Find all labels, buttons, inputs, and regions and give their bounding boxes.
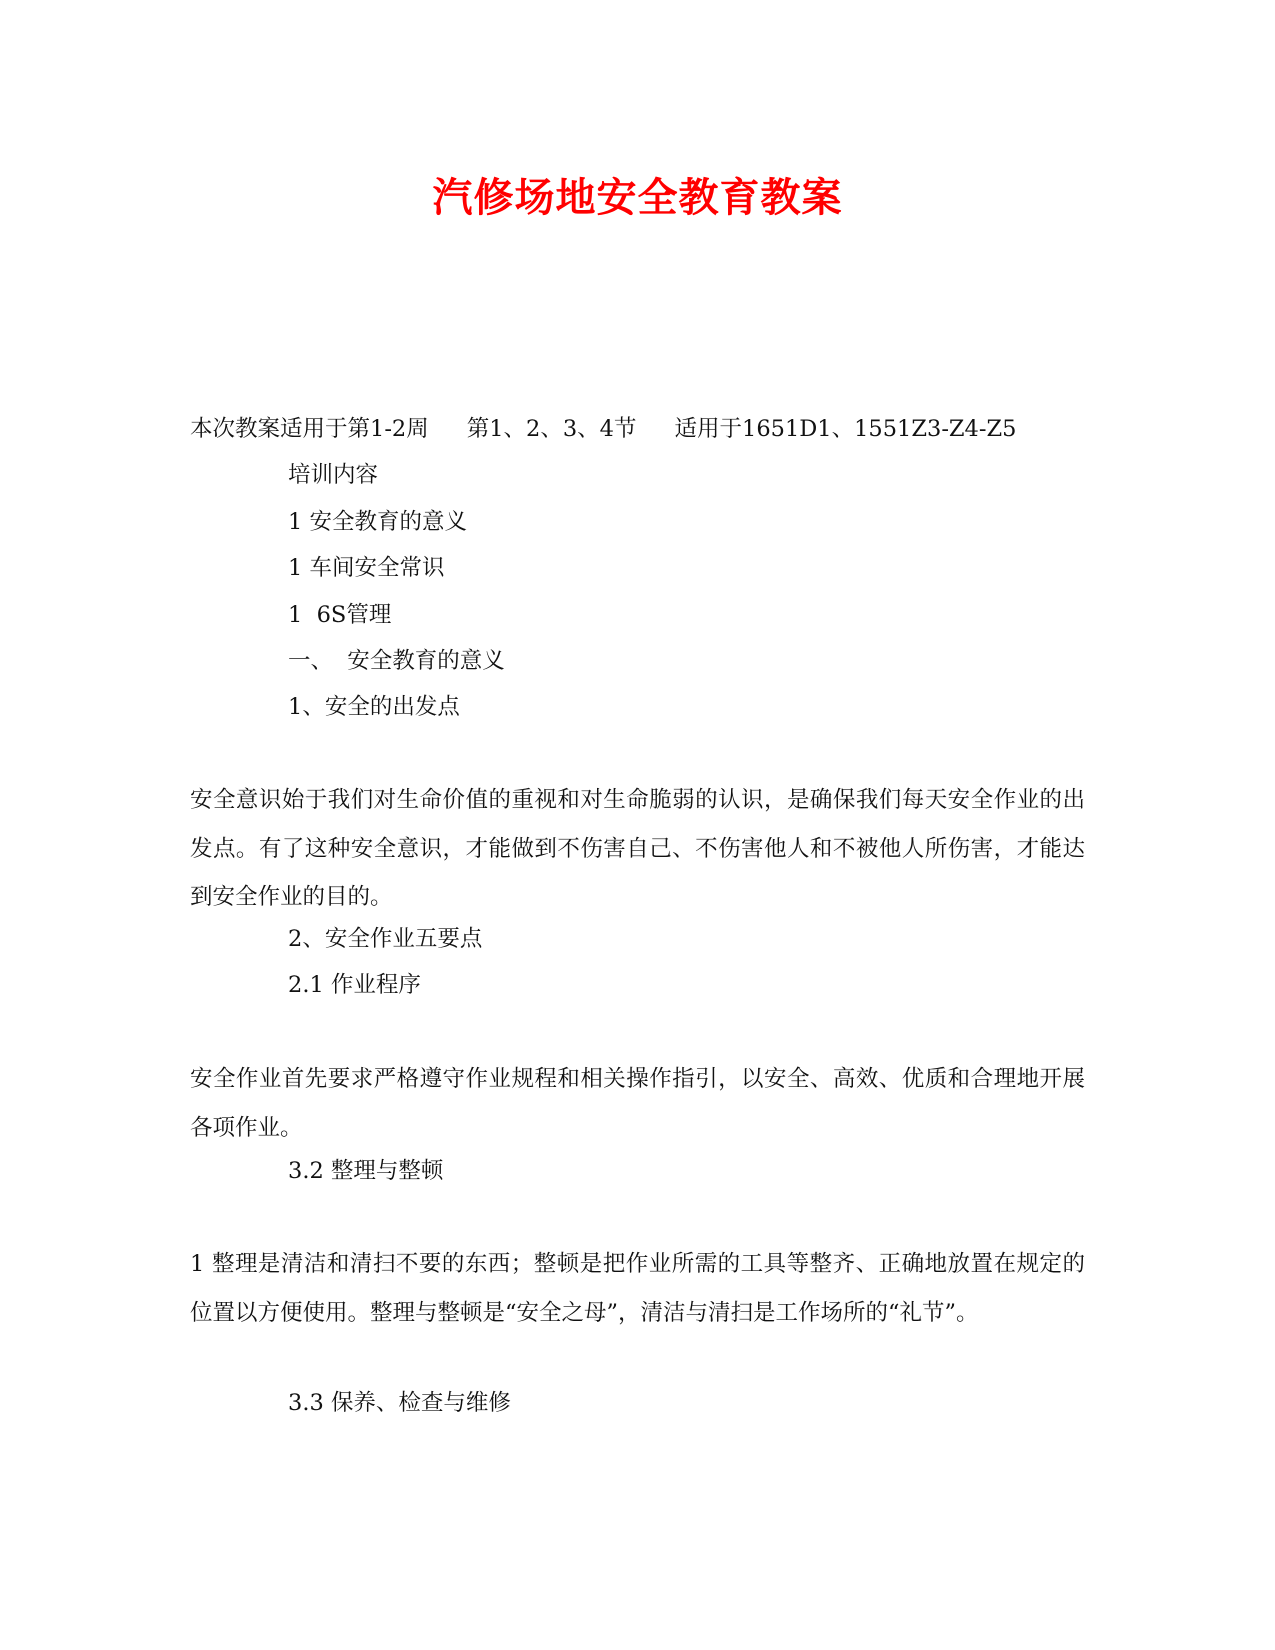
paragraph-safety-starting-point: 安全意识始于我们对生命价值的重视和对生命脆弱的认识，是确保我们每天安全作业的出发点。有了这种安全意识，才能做到不伤害自己、不伤害他人和不被他人所伤害，才能达到安全作业的目的。: [190, 787, 1085, 910]
subheading-1: 1、安全的出发点: [288, 694, 460, 720]
section-heading-1: 一、 安全教育的意义: [288, 648, 505, 674]
meta-classes: 适用于1651D1、1551Z3-Z4-Z5: [674, 416, 1017, 442]
paragraph-work-procedure: 安全作业首先要求严格遵守作业规程和相关操作指引，以安全、高效、优质和合理地开展各项作业。: [190, 1066, 1085, 1141]
outline-heading: 培训内容: [288, 462, 379, 488]
document-title: 汽修场地安全教育教案: [432, 174, 843, 221]
subheading-3-2: 3.2 整理与整顿: [288, 1158, 444, 1184]
paragraph-sort-and-order: 1 整理是清洁和清扫不要的东西；整顿是把作业所需的工具等整齐、正确地放置在规定的位置以方便使用。整理与整顿是“安全之母”，清洁与清扫是工作场所的“礼节”。: [190, 1251, 1085, 1326]
subheading-2-1: 2.1 作业程序: [288, 972, 421, 998]
outline-item-2: 1 车间安全常识: [288, 555, 445, 581]
outline-item-1: 1 安全教育的意义: [288, 509, 467, 535]
outline-item-3: 1 6S管理: [288, 602, 392, 628]
subheading-3-3: 3.3 保养、检查与维修: [288, 1390, 511, 1416]
meta-weeks: 本次教案适用于第1-2周: [190, 416, 429, 442]
subheading-2: 2、安全作业五要点: [288, 926, 483, 952]
course-meta-line: [190, 414, 1016, 444]
meta-sessions: 第1、2、3、4节: [466, 416, 637, 442]
